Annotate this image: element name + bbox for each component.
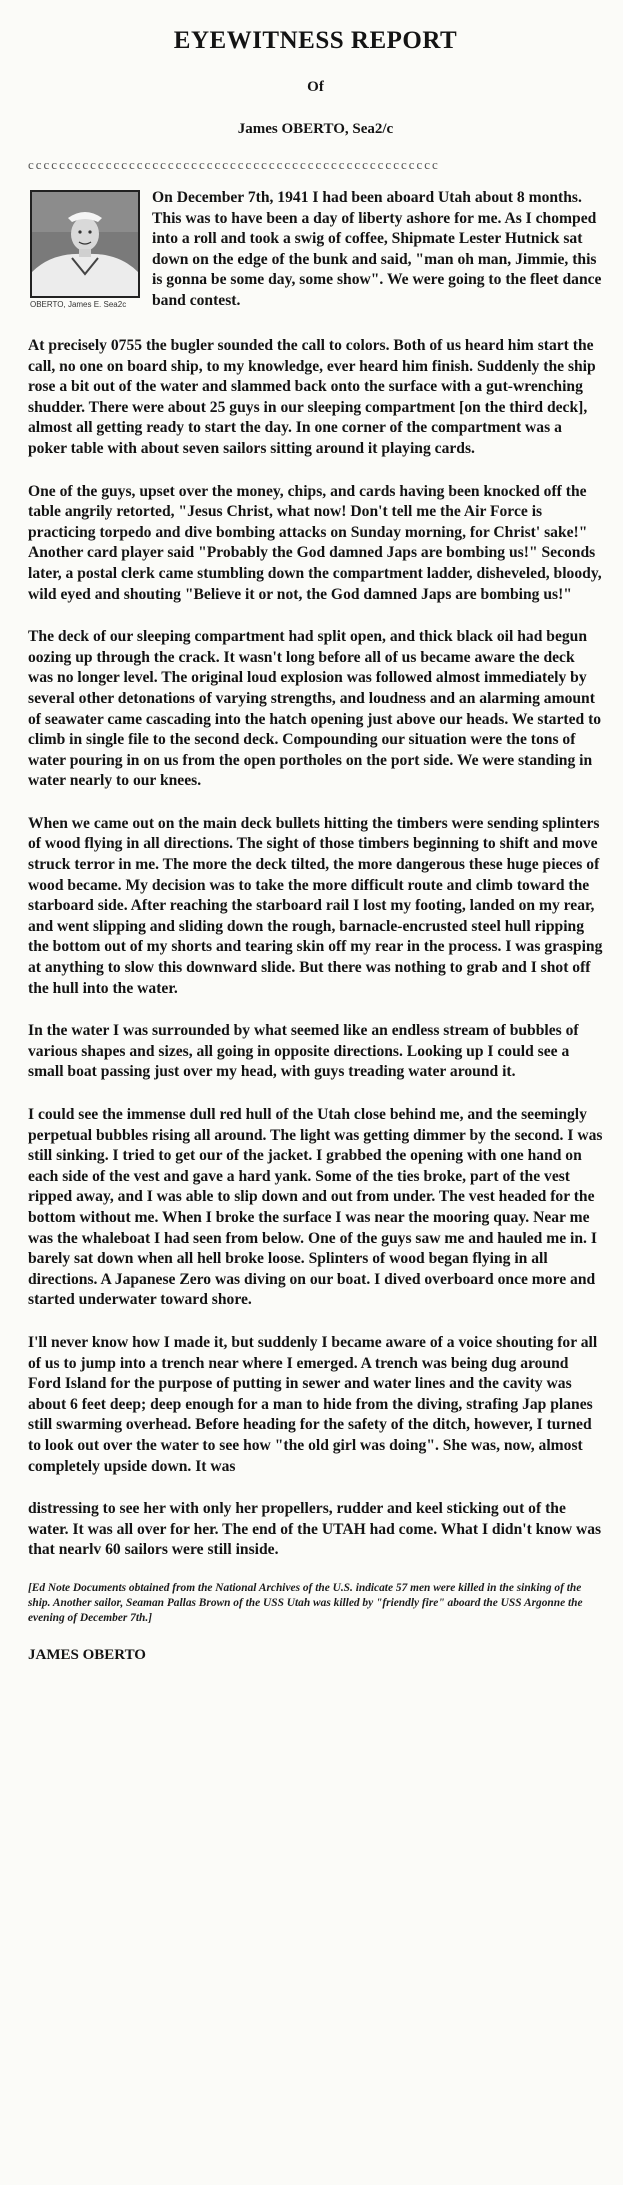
sailor-portrait-photo: [30, 190, 140, 298]
paragraph-block-3: [28, 482, 603, 606]
editor-note: [Ed Note Documents obtained from the National Archives of the U.S. indicate 57 men were killed in the sinking of the ship. Another sailor, Seaman Pallas Brown of the USS Utah was killed by "friendly fire" aboard the USS Argonne the evening of December 7th.]: [28, 1581, 583, 1624]
paragraph-block-8: [28, 1333, 603, 1477]
sailor-portrait-icon: [32, 192, 138, 296]
paragraph-9: distressing to see her with only her propellers, rudder and keel sticking out of the water. It was all over for her. The end of the UTAH had come. What I didn't know was that nearlv 60 sailors were still inside.: [28, 1500, 602, 1559]
paragraph-2: At precisely 0755 the bugler sounded the call to colors. Both of us heard him start the call, no one on board ship, to my knowledge, ever heard him finish. Suddenly the ship rose a bit out of the water and slammed back onto the surface with a gut-wrenching shudder. There were about 25 guys in our sleeping compartment [on the third deck], almost all getting ready to start the day. In one corner of the compartment was a poker table with about seven sailors sitting around it playing cards.: [28, 337, 596, 457]
signature: JAMES OBERTO: [28, 1646, 146, 1663]
portrait-figure: [30, 190, 142, 310]
report-of-label: Of: [307, 79, 324, 95]
report-title: EYEWITNESS REPORT: [173, 27, 458, 54]
intro-section: [28, 188, 603, 314]
paragraph-block-2: [28, 336, 603, 460]
paragraph-8: I'll never know how I made it, but suddenly I became aware of a voice shouting for all of us to jump into a trench near where I emerged. A trench was being dug around Ford Island for the purpose of putting in sewer and water lines and the cavity was about 6 feet deep; deep enough for a man to hide from the diving, strafing Jap planes still swarming overhead. Before heading for the safety of the ditch, however, I turned to look out over the water to see how "the old girl was doing". She was, now, almost completely upside down. It was: [28, 1333, 598, 1475]
paragraph-block-5: [28, 814, 603, 999]
decorative-divider: ccccccccccccccccccccccccccccccccccccccccccccccccccccc: [28, 158, 440, 172]
paragraph-4: The deck of our sleeping compartment had split open, and thick black oil had begun oozing up through the crack. It wasn't long before all of us became aware the deck was no longer level. The original loud explosion was followed almost immediately by several other detonations of varying strengths, and loudness and an alarming amount of seawater came cascading into the hatch opening just above our heads. We started to climb in single file to the second deck. Compounding our situation were the tons of water pouring in on us from the open portholes on the port side. We were standing in water nearly to our knees.: [28, 628, 602, 790]
paragraph-1: On December 7th, 1941 I had been aboard Utah about 8 months. This was to have been a day of liberty ashore for me. As I chomped into a roll and took a swig of coffee, Shipmate Lester Hutnick sat down on the edge of the bunk and said, "man oh man, Jimmie, this is gonna be some day, some show". We were going to the fleet dance band contest.: [152, 189, 602, 309]
paragraph-3: One of the guys, upset over the money, chips, and cards having been knocked off the table angrily retorted, "Jesus Christ, what now! Don't tell me the Air Force is practicing torpedo and dive bombing attacks on Sunday morning, for Christ' sake!" Another card player said "Probably the God damned Japs are bombing us!" Seconds later, a postal clerk came stumbling down the compartment ladder, disheveled, bloody, wild eyed and shouting "Believe it or not, the God damned Japs are bombing us!": [28, 482, 602, 603]
paragraph-block-6: [28, 1021, 603, 1083]
paragraph-6: In the water I was surrounded by what seemed like an endless stream of bubbles of various shapes and sizes, all going in opposite directions. Looking up I could see a small boat passing just over my head, with guys treading water around it.: [28, 1022, 579, 1081]
paragraph-block-9: [28, 1499, 603, 1561]
paragraph-7: I could see the immense dull red hull of the Utah close behind me, and the seemingly perpetual bubbles rising all around. The light was getting dimmer by the second. I was still sinking. I tried to get our of the jacket. I grabbed the opening with one hand on each side of the vest and gave a hard yank. Some of the ties broke, part of the vest ripped away, and I was able to slip down and out from under. The vest headed for the bottom without me. When I broke the surface I was near the mooring quay. Near me was the whaleboat I had seen from below. One of the guys saw me and hauled me in. I barely sat down when all hell broke loose. Splinters of wood began flying in all directions. A Japanese Zero was diving on our boat. I dived overboard once more and started underwater toward shore.: [28, 1106, 603, 1309]
paragraph-5: When we came out on the main deck bullets hitting the timbers were sending splinters of wood flying in all directions. The sight of those timbers beginning to shift and move struck terror in me. The more the deck tilted, the more dangerous these huge pieces of wood became. My decision was to take the more difficult route and climb toward the starboard side. After reaching the starboard rail I lost my footing, landed on my rear, and went slipping and sliding down the rough, barnacle-encrusted steel hull ripping the bottom out of my shorts and tearing skin off my rear in the process. I was grasping at anything to slow this downward slide. But there was nothing to grab and I shot off the hull into the water.: [28, 814, 603, 997]
paragraph-block-7: [28, 1105, 603, 1311]
portrait-caption: OBERTO, James E. Sea2c: [30, 300, 127, 309]
report-author: James OBERTO, Sea2/c: [237, 121, 394, 137]
paragraph-block-4: [28, 627, 603, 792]
